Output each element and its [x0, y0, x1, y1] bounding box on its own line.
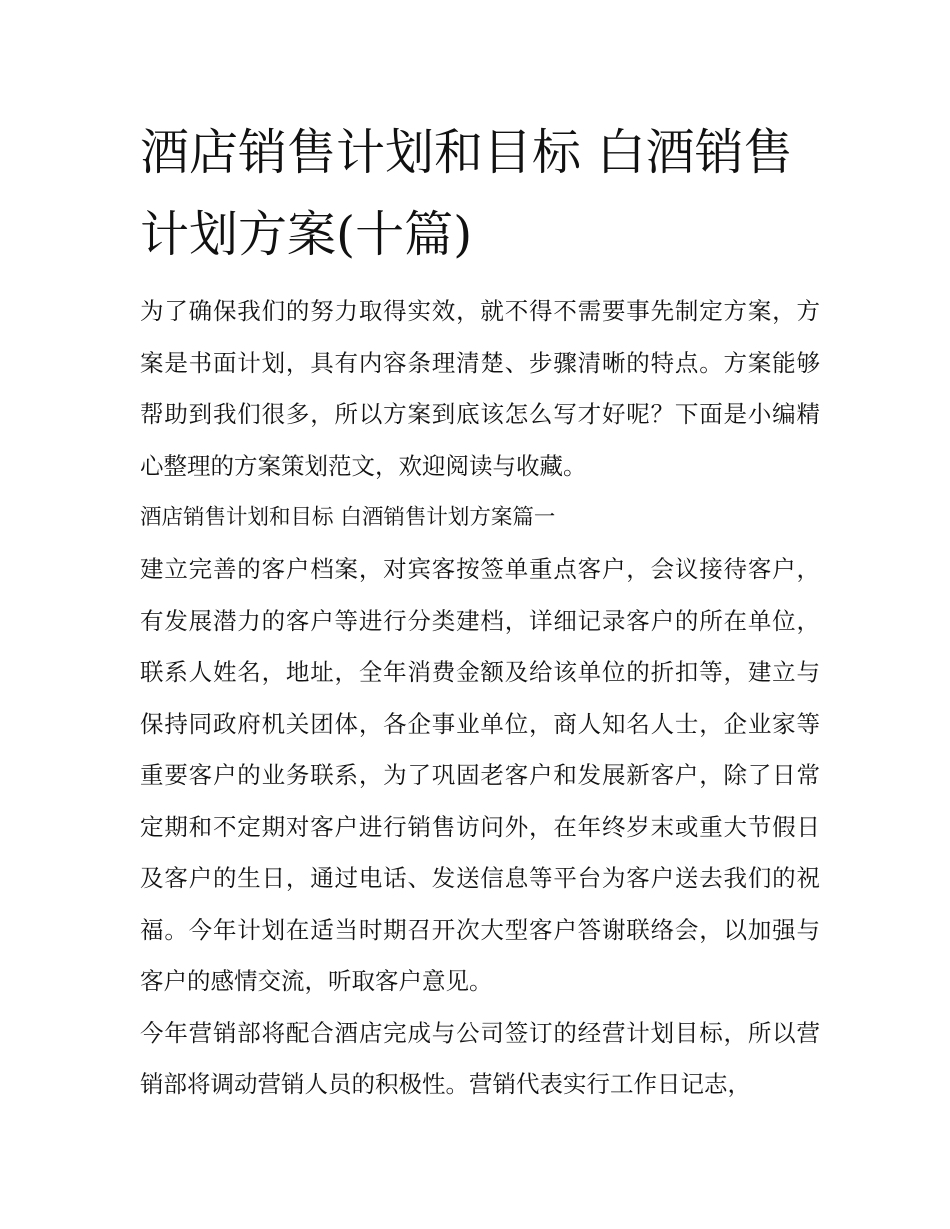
section-heading: 酒店销售计划和目标 白酒销售计划方案篇一: [140, 505, 556, 530]
intro-paragraph: 为了确保我们的努力取得实效，就不得不需要事先制定方案，方案是书面计划，具有内容条理清楚、步骤清晰的特点。方案能够帮助到我们很多，所以方案到底该怎么写才好呢？下面是小编精心整理的方案策划范文，欢迎阅读与收藏。: [140, 297, 820, 480]
body-paragraph-2: 今年营销部将配合酒店完成与公司签订的经营计划目标，所以营销部将调动营销人员的积极性。营销代表实行工作日记志，: [140, 1018, 820, 1098]
body-paragraph-1: 建立完善的客户档案，对宾客按签单重点客户，会议接待客户，有发展潜力的客户等进行分类建档，详细记录客户的所在单位，联系人姓名，地址，全年消费金额及给该单位的折扣等，建立与保持同政府机关团体，各企事业单位，商人知名人士，企业家等重要客户的业务联系，为了巩固老客户和发展新客户，除了日常定期和不定期对客户进行销售访问外，在年终岁末或重大节假日及客户的生日，通过电话、发送信息等平台为客户送去我们的祝福。今年计划在适当时期召开次大型客户答谢联络会，以加强与客户的感情交流，听取客户意见。: [140, 555, 820, 995]
document-title: 酒店销售计划和目标 白酒销售计划方案(十篇): [140, 124, 793, 263]
document-page: [140, 112, 820, 1111]
